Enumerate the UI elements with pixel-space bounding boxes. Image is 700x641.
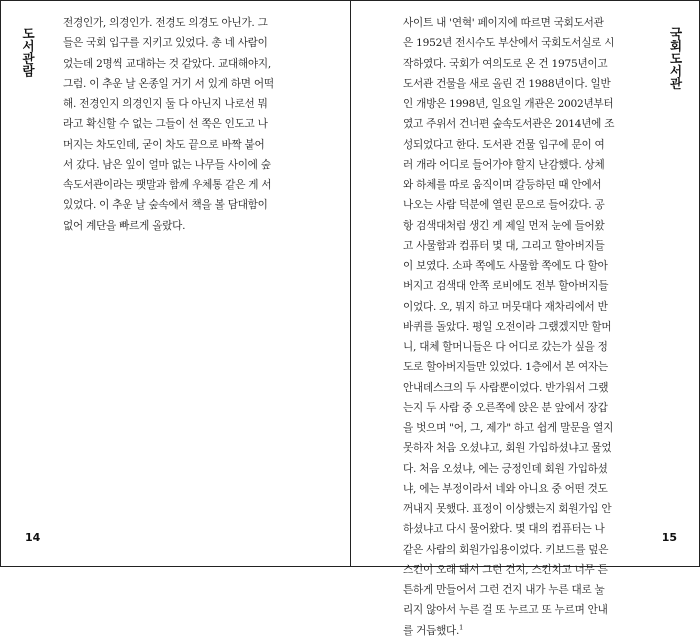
footnote-marker[interactable]: 1 — [459, 622, 464, 631]
text-line: 었는데 2명씩 교대하는 것 같았다. 교대해야지, — [63, 57, 272, 70]
text-line: 머지는 차도인데, 굳이 차도 끝으로 바짝 붙어 — [63, 138, 265, 151]
right-page-number: 15 — [661, 531, 677, 544]
text-line: 러 개라 어디로 들어가야 할지 난감했다. 상체 — [403, 158, 605, 171]
text-line: 니, 대체 할머니들은 다 어디로 갔는가 싶을 정 — [403, 341, 608, 353]
text-line: 인 개방은 1998년, 일요일 개관은 2002년부터 — [403, 98, 614, 110]
text-line: 성되었다고 한다. 도서관 건물 입구에 문이 여 — [403, 138, 605, 151]
text-line: 를 거듭했다.$^1$ — [403, 622, 464, 637]
text-line: 하셨냐고 다시 물어왔다. 몇 대의 컴퓨터는 나 — [403, 523, 605, 536]
text-line: 도로 할아버지들만 있었다. 1층에서 본 여자는 — [403, 361, 608, 374]
text-line: 꺼내지 못했다. 표정이 이상했는지 회원가입 안 — [403, 503, 612, 515]
text-line: 을 벗으며 "어, 그, 제가" 하고 쉽게 말문을 열지 — [403, 422, 614, 434]
text-line: 이었다. 오, 뭐지 하고 머뭇대다 재차리에서 반 — [403, 300, 608, 313]
text-line: 그럼. 이 추운 날 온종일 거기 서 있게 하면 어떡 — [63, 77, 274, 90]
left-body-text — [63, 13, 307, 236]
text-line: 와 하체를 따로 움직이며 갈등하던 때 안에서 — [403, 179, 602, 191]
text-line: 버지고 검색대 안쪽 로비에도 전부 할아버지들 — [403, 280, 609, 293]
left-page — [1, 1, 350, 566]
text-line: 항 검색대처럼 생긴 게 제일 먼저 눈에 들어왔 — [403, 219, 605, 232]
text-line: 같은 사람의 회원가입용이었다. 키보드를 덮은 — [403, 543, 609, 556]
text-line: 나오는 사람 덕분에 열린 문으로 들어갔다. 공 — [403, 199, 605, 212]
text-line: 튼하게 만들어서 그런 건지 내가 누른 대로 눌 — [403, 584, 605, 596]
right-body-text — [403, 13, 651, 641]
text-line: 전경인가, 의경인가. 전경도 의경도 아닌가. 그 — [63, 17, 268, 29]
text-line: 작하였다. 국회가 여의도로 온 건 1975년이고 — [403, 57, 608, 70]
text-line: 서 갔다. 남은 잎이 얼마 없는 나무들 사이에 숲 — [63, 158, 271, 171]
text-line: 해. 전경인지 의경인지 둘 다 아닌지 나로선 뭐 — [63, 98, 268, 110]
text-line: 속도서관이라는 팻말과 함께 우체통 같은 게 서 — [63, 179, 272, 191]
left-running-head: 도서관람 — [20, 27, 36, 77]
text-line: 안내데스크의 두 사람뿐이었다. 반가워서 그랬 — [403, 381, 609, 394]
text-line: 사이트 내 '연혁' 페이지에 따르면 국회도서관 — [403, 17, 604, 29]
text-line: 있었다. 이 추운 날 숲속에서 책을 볼 담대함이 — [63, 199, 268, 212]
text-line: 도서관 건물을 새로 올린 건 1988년이다. 일반 — [403, 77, 611, 90]
right-running-head: 국회도서관 — [668, 27, 683, 90]
text-line: 이 보였다. 소파 쪽에도 사물함 쪽에도 다 할아 — [403, 260, 608, 272]
text-line: 없어 계단을 빠르게 올랐다. — [63, 219, 186, 232]
text-line: 였고 주위서 건너편 숲속도서관은 2014년에 조 — [403, 118, 615, 131]
text-line: 다. 처음 오셨냐, 에는 긍정인데 회원 가입하셨 — [403, 462, 608, 475]
text-line: 은 1952년 전시수도 부산에서 국회도서실로 시 — [403, 37, 615, 50]
left-page-number: 14 — [25, 531, 41, 544]
text-line: 는지 두 사람 중 오른쪽에 앉은 분 앞에서 장갑 — [403, 401, 608, 414]
right-page — [351, 1, 699, 637]
text-line: 바퀴를 돌았다. 평일 오전이라 그랬겠지만 할머 — [403, 320, 612, 333]
text-line: 스킨이 오래 돼서 그런 건지, 스킨치고 너무 튼 — [403, 563, 608, 576]
text-line: 못하자 처음 오셨냐고, 회원 가입하셨냐고 물었 — [403, 442, 612, 455]
text-line: 리지 않아서 누른 걸 또 누르고 또 누르며 안내 — [403, 604, 608, 617]
text-line: 냐, 에는 부정이라서 네와 아니요 중 어떤 것도 — [403, 482, 608, 495]
text-line: 라고 확신할 수 없는 그들이 선 쪽은 인도고 나 — [63, 118, 268, 131]
text-line: 들은 국회 입구를 지키고 있었다. 총 네 사람이 — [63, 37, 268, 50]
text-line: 고 사물함과 컴퓨터 몇 대, 그리고 할아버지들 — [403, 239, 605, 252]
